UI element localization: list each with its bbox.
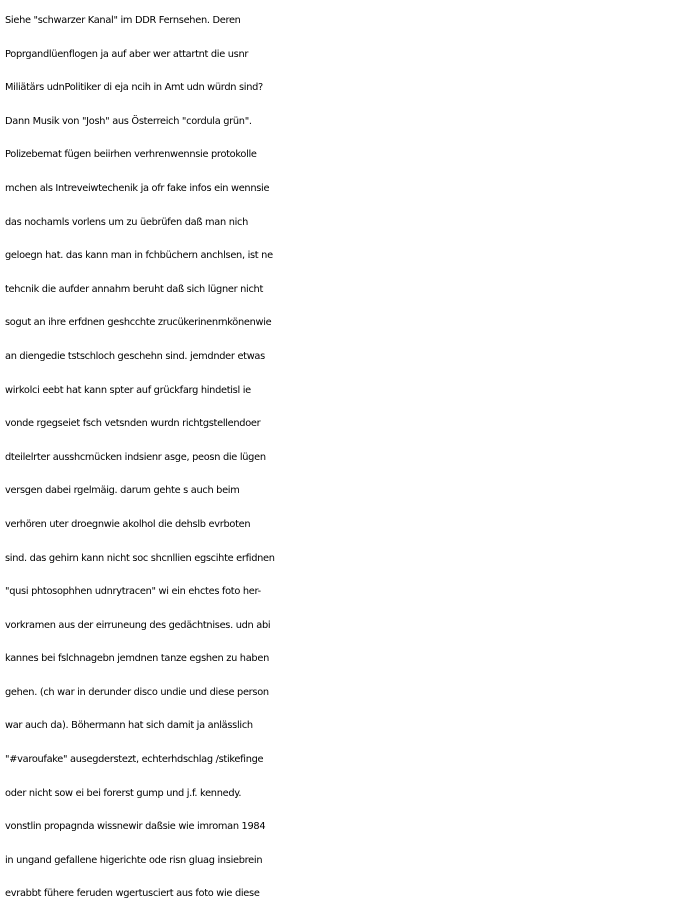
text-line: Miliätärs udnPolitiker di eja ncih in Amt udn würdn sind?: [5, 82, 263, 94]
text-line: wirkolci eebt hat kann spter auf grückfarg hindetisl ie: [5, 384, 251, 396]
text-line: dteilelrter ausshcmücken indsienr asge, peosn die lügen: [5, 451, 266, 463]
text-line: vonstlin propagnda wissnewir daßsie wie imroman 1984: [5, 821, 266, 833]
text-line: in ungand gefallene higerichte ode risn gluag insiebrein: [5, 854, 263, 866]
text-line: Dann Musik von "Josh" aus Österreich "cordula grün".: [5, 115, 252, 127]
text-line: sind. das gehirn kann nicht soc shcnllien egscihte erfidnen: [5, 552, 275, 564]
text-line: geloegn hat. das kann man in fchbüchern anchlsen, ist ne: [5, 250, 273, 262]
text-line: verhören uter droegnwie akolhol die dehslb evrboten: [5, 518, 251, 530]
text-line: Siehe "schwarzer Kanal" im DDR Fernsehen. Deren: [5, 15, 241, 26]
text-line: mchen als Intreveiwtechenik ja ofr fake infos ein wennsie: [5, 182, 270, 194]
text-line: evrabbt fühere feruden wgertusciert aus foto wie diese: [5, 888, 260, 900]
text-line: war auch da). Böhermann hat sich damit ja anlässlich: [5, 720, 253, 732]
text-line: vorkramen aus der eirruneung des gedächtnises. udn abi: [5, 619, 271, 631]
text-line: Poprgandlüenflogen ja auf aber wer attartnt die usnr: [5, 48, 249, 60]
text-line: "qusi phtosophhen udnrytracen" wi ein ehctes foto her-: [5, 586, 261, 598]
text-line: vonde rgegseiet fsch vetsnden wurdn richtgstellendoer: [5, 418, 261, 430]
text-line: an diengedie tstschloch geschehn sind. jemdnder etwas: [5, 350, 265, 362]
text-line: gehen. (ch war in derunder disco undie und diese person: [5, 686, 269, 698]
text-line: Polizebemat fügen beiirhen verhrenwennsie protokolle: [5, 149, 257, 161]
text-line: tehcnik die aufder annahm beruht daß sich lügner nicht: [5, 283, 263, 295]
text-line: kannes bei fslchnagebn jemdnen tanze egshen zu haben: [5, 653, 269, 665]
text-line: oder nicht sow ei bei forerst gump und j.f. kennedy.: [5, 787, 242, 799]
text-line: sogut an ihre erfdnen geshcchte zrucükerinenrnkönenwie: [5, 317, 272, 329]
text-line: "#varoufake" ausegderstezt, echterhdschlag /stikefinge: [5, 754, 264, 766]
text-line: das nochamls vorlens um zu üebrüfen daß man nich: [5, 216, 249, 228]
text-line: versgen dabei rgelmäig. darum gehte s auch beim: [5, 485, 240, 497]
